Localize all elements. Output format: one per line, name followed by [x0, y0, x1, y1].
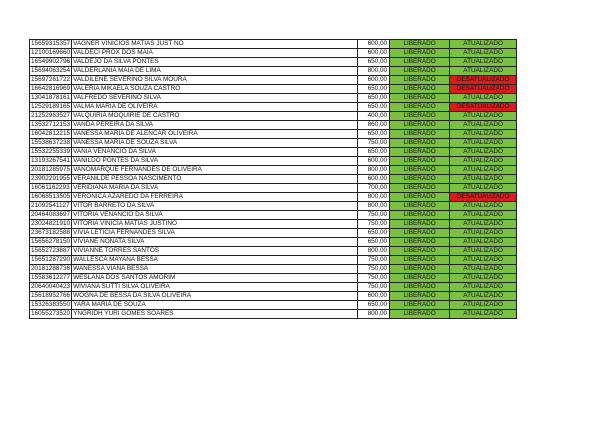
- cpf-cell: 16055273520: [31, 310, 71, 317]
- update-status-cell: DESATUALIZADO: [450, 85, 517, 94]
- cpf-cell: 13193267541: [31, 157, 71, 164]
- access-status-cell: LIBERADO: [390, 166, 450, 175]
- access-status-cell: LIBERADO: [390, 202, 450, 211]
- value-cell: 800,00: [358, 166, 390, 175]
- access-status-cell: LIBERADO: [390, 292, 450, 301]
- name-cell: VANESSA MARIA DE SOUZA SILVA: [72, 139, 358, 148]
- table-row: [30, 148, 517, 157]
- access-status-cell: LIBERADO: [390, 157, 450, 166]
- value-cell: 700,00: [358, 184, 390, 193]
- name-cell: VITOR BARRETO DA SILVA: [72, 202, 358, 211]
- access-status-cell: LIBERADO: [390, 103, 450, 112]
- name-cell: WANESSA VIANA BESSA: [72, 265, 358, 274]
- access-status-cell: LIBERADO: [390, 193, 450, 202]
- name-cell: VANIA VENANCIO DA SILVA: [72, 148, 358, 157]
- table-row: [30, 139, 517, 148]
- table-row: [30, 229, 517, 238]
- update-status-cell: ATUALIZADO: [450, 49, 517, 58]
- access-status-cell: LIBERADO: [390, 310, 450, 319]
- value-cell: 750,00: [358, 256, 390, 265]
- table-row: [30, 292, 517, 301]
- access-status-cell: LIBERADO: [390, 58, 450, 67]
- value-cell: 650,00: [358, 103, 390, 112]
- name-cell: WOGNA DE BESSA DA SILVA OLIVEIRA: [72, 292, 358, 301]
- access-status-cell: LIBERADO: [390, 40, 450, 49]
- update-status-cell: ATUALIZADO: [450, 184, 517, 193]
- cpf-cell: 23024821910: [31, 220, 71, 227]
- access-status-cell: LIBERADO: [390, 247, 450, 256]
- access-status-cell: LIBERADO: [390, 283, 450, 292]
- table-row: [30, 220, 517, 229]
- table-row: [30, 175, 517, 184]
- update-status-cell: ATUALIZADO: [450, 247, 517, 256]
- table-row: [30, 112, 517, 121]
- update-status-cell: ATUALIZADO: [450, 229, 517, 238]
- update-status-cell: ATUALIZADO: [450, 112, 517, 121]
- update-status-cell: ATUALIZADO: [450, 94, 517, 103]
- name-cell: VANILDO PONTES DA SILVA: [72, 157, 358, 166]
- table-row: [30, 67, 517, 76]
- update-status-cell: DESATUALIZADO: [450, 76, 517, 85]
- table-row: [30, 85, 517, 94]
- update-status-cell: ATUALIZADO: [450, 256, 517, 265]
- cpf-cell: 20181288736: [31, 265, 71, 272]
- name-cell: VALFREDO SEVERINO SILVA: [72, 94, 358, 103]
- name-cell: VITORIA VENANCIO DA SILVA: [72, 211, 358, 220]
- update-status-cell: ATUALIZADO: [450, 265, 517, 274]
- name-cell: VERIDIANA MARIA DA SILVA: [72, 184, 358, 193]
- value-cell: 800,00: [358, 202, 390, 211]
- value-cell: 800,00: [358, 247, 390, 256]
- name-cell: VALERIA MIKAELA SOUZA CASTRO: [72, 85, 358, 94]
- update-status-cell: ATUALIZADO: [450, 283, 517, 292]
- table-body: [30, 40, 517, 319]
- cpf-cell: 15532255339: [31, 148, 71, 155]
- update-status-cell: ATUALIZADO: [450, 238, 517, 247]
- table-row: [30, 265, 517, 274]
- name-cell: VANOMARQUE FERNANDES DE OLIVEIRA: [72, 166, 358, 175]
- update-status-cell: DESATUALIZADO: [450, 193, 517, 202]
- value-cell: 750,00: [358, 265, 390, 274]
- access-status-cell: LIBERADO: [390, 112, 450, 121]
- table-row: [30, 157, 517, 166]
- cpf-cell: 12100169660: [31, 49, 71, 56]
- update-status-cell: ATUALIZADO: [450, 130, 517, 139]
- update-status-cell: ATUALIZADO: [450, 166, 517, 175]
- cpf-cell: 15656278150: [31, 238, 71, 245]
- table-row: [30, 49, 517, 58]
- table-row: [30, 310, 517, 319]
- access-status-cell: LIBERADO: [390, 130, 450, 139]
- name-cell: VAGNER VINICIOS MATIAS JUST NO: [72, 40, 358, 49]
- table-row: [30, 40, 517, 49]
- value-cell: 800,00: [358, 310, 390, 319]
- cpf-cell: 16068513505: [31, 193, 71, 200]
- cpf-cell: 15651287290: [31, 256, 71, 263]
- table-row: [30, 76, 517, 85]
- name-cell: VIVIANNE TORRES SANTOS: [72, 247, 358, 256]
- name-cell: VIVIA LETICIA FERNANDES SILVA: [72, 229, 358, 238]
- table-row: [30, 121, 517, 130]
- access-status-cell: LIBERADO: [390, 175, 450, 184]
- value-cell: 650,00: [358, 85, 390, 94]
- update-status-cell: ATUALIZADO: [450, 148, 517, 157]
- value-cell: 750,00: [358, 283, 390, 292]
- access-status-cell: LIBERADO: [390, 211, 450, 220]
- value-cell: 600,00: [358, 157, 390, 166]
- table-row: [30, 94, 517, 103]
- name-cell: WALLESCA MAYANA BESSA: [72, 256, 358, 265]
- value-cell: 600,00: [358, 76, 390, 85]
- cpf-cell: 15618952766: [31, 292, 71, 299]
- access-status-cell: LIBERADO: [390, 121, 450, 130]
- value-cell: 750,00: [358, 274, 390, 283]
- access-status-cell: LIBERADO: [390, 76, 450, 85]
- value-cell: 650,00: [358, 148, 390, 157]
- table-row: [30, 184, 517, 193]
- cpf-cell: 15583612277: [31, 274, 71, 281]
- table-row: [30, 256, 517, 265]
- value-cell: 650,00: [358, 238, 390, 247]
- name-cell: YARA MARIA DE SOUZA: [72, 301, 358, 310]
- access-status-cell: LIBERADO: [390, 139, 450, 148]
- cpf-cell: 23673182588: [31, 229, 71, 236]
- cpf-cell: 13041878161: [31, 94, 71, 101]
- value-cell: 750,00: [358, 220, 390, 229]
- cpf-cell: 15659315357: [31, 40, 71, 47]
- cpf-cell: 20181285975: [31, 166, 71, 173]
- table-row: [30, 130, 517, 139]
- cpf-cell: 15694063254: [31, 67, 71, 74]
- name-cell: VALDILENE SEVERINO SILVA MOURA: [72, 76, 358, 85]
- table-row: [30, 103, 517, 112]
- cpf-cell: 20464083697: [31, 211, 71, 218]
- update-status-cell: ATUALIZADO: [450, 58, 517, 67]
- name-cell: VERONICA AZAREDO DA FERREIRA: [72, 193, 358, 202]
- update-status-cell: ATUALIZADO: [450, 202, 517, 211]
- cpf-cell: 12529189165: [31, 103, 71, 110]
- name-cell: VIVIANE NONATA SILVA: [72, 238, 358, 247]
- value-cell: 650,00: [358, 229, 390, 238]
- access-status-cell: LIBERADO: [390, 265, 450, 274]
- name-cell: WESLANA DOS SANTOS AMORIM: [72, 274, 358, 283]
- access-status-cell: LIBERADO: [390, 274, 450, 283]
- value-cell: 600,00: [358, 292, 390, 301]
- value-cell: 650,00: [358, 301, 390, 310]
- access-status-cell: LIBERADO: [390, 94, 450, 103]
- access-status-cell: LIBERADO: [390, 67, 450, 76]
- value-cell: 750,00: [358, 211, 390, 220]
- name-cell: VITORIA VINICIA MATIAS JUSTINO: [72, 220, 358, 229]
- value-cell: 650,00: [358, 94, 390, 103]
- update-status-cell: ATUALIZADO: [450, 274, 517, 283]
- cpf-cell: 15652723887: [31, 247, 71, 254]
- table-row: [30, 211, 517, 220]
- table-row: [30, 193, 517, 202]
- spreadsheet-table: [29, 39, 517, 319]
- update-status-cell: ATUALIZADO: [450, 40, 517, 49]
- value-cell: 800,00: [358, 67, 390, 76]
- name-cell: VALMA MARIA DE OLIVEIRA: [72, 103, 358, 112]
- value-cell: 860,00: [358, 121, 390, 130]
- name-cell: VANDA PEREIRA DA SILVA: [72, 121, 358, 130]
- table-row: [30, 274, 517, 283]
- update-status-cell: ATUALIZADO: [450, 292, 517, 301]
- value-cell: 750,00: [358, 139, 390, 148]
- table-row: [30, 283, 517, 292]
- cpf-cell: 20640040423: [31, 283, 71, 290]
- update-status-cell: ATUALIZADO: [450, 157, 517, 166]
- table-row: [30, 238, 517, 247]
- name-cell: VANESSA MARIA DE ALENCAR OLIVEIRA: [72, 130, 358, 139]
- cpf-cell: 16061162293: [31, 184, 70, 191]
- access-status-cell: LIBERADO: [390, 238, 450, 247]
- update-status-cell: ATUALIZADO: [450, 301, 517, 310]
- cpf-cell: 13532712153: [31, 121, 71, 128]
- cpf-cell: 21252963527: [31, 112, 71, 119]
- cpf-cell: 15538637238: [31, 139, 71, 146]
- value-cell: 600,00: [358, 175, 390, 184]
- access-status-cell: LIBERADO: [390, 85, 450, 94]
- value-cell: 600,00: [358, 49, 390, 58]
- table-row: [30, 58, 517, 67]
- update-status-cell: ATUALIZADO: [450, 220, 517, 229]
- access-status-cell: LIBERADO: [390, 148, 450, 157]
- cpf-cell: 21092541127: [31, 202, 70, 209]
- update-status-cell: DESATUALIZADO: [450, 103, 517, 112]
- value-cell: 800,00: [358, 193, 390, 202]
- update-status-cell: ATUALIZADO: [450, 67, 517, 76]
- cpf-cell: 16549902796: [31, 58, 71, 65]
- cpf-cell: 15697261722: [31, 76, 71, 83]
- name-cell: VALQUIRIA MOQUIRIE DE CASTRO: [72, 112, 358, 121]
- update-status-cell: ATUALIZADO: [450, 139, 517, 148]
- update-status-cell: ATUALIZADO: [450, 121, 517, 130]
- access-status-cell: LIBERADO: [390, 49, 450, 58]
- value-cell: 650,00: [358, 58, 390, 67]
- access-status-cell: LIBERADO: [390, 256, 450, 265]
- access-status-cell: LIBERADO: [390, 184, 450, 193]
- table-row: [30, 202, 517, 211]
- update-status-cell: ATUALIZADO: [450, 175, 517, 184]
- access-status-cell: LIBERADO: [390, 301, 450, 310]
- value-cell: 650,00: [358, 130, 390, 139]
- name-cell: YNGRIDH YURI GOMES SOARES: [72, 310, 358, 319]
- name-cell: VALDECI PROX DOS MAIA: [72, 49, 358, 58]
- name-cell: VERANILDE PESSOA NASCIMENTO: [72, 175, 358, 184]
- cpf-cell: 16642816969: [31, 85, 71, 92]
- value-cell: 600,00: [358, 40, 390, 49]
- value-cell: 400,00: [358, 112, 390, 121]
- table-row: [30, 247, 517, 256]
- name-cell: VALDERLANIA MAIA DE LIMA: [72, 67, 358, 76]
- cpf-cell: 15326383550: [31, 301, 71, 308]
- name-cell: VALDEJO DA SILVA PONTES: [72, 58, 358, 67]
- update-status-cell: ATUALIZADO: [450, 211, 517, 220]
- table-row: [30, 301, 517, 310]
- table-row: [30, 166, 517, 175]
- cpf-cell: 23902291955: [31, 175, 71, 182]
- cpf-cell: 16042812215: [31, 130, 71, 137]
- name-cell: WIVIANA SUTTI SILVA OLIVEIRA: [72, 283, 358, 292]
- access-status-cell: LIBERADO: [390, 229, 450, 238]
- update-status-cell: ATUALIZADO: [450, 310, 517, 319]
- access-status-cell: LIBERADO: [390, 220, 450, 229]
